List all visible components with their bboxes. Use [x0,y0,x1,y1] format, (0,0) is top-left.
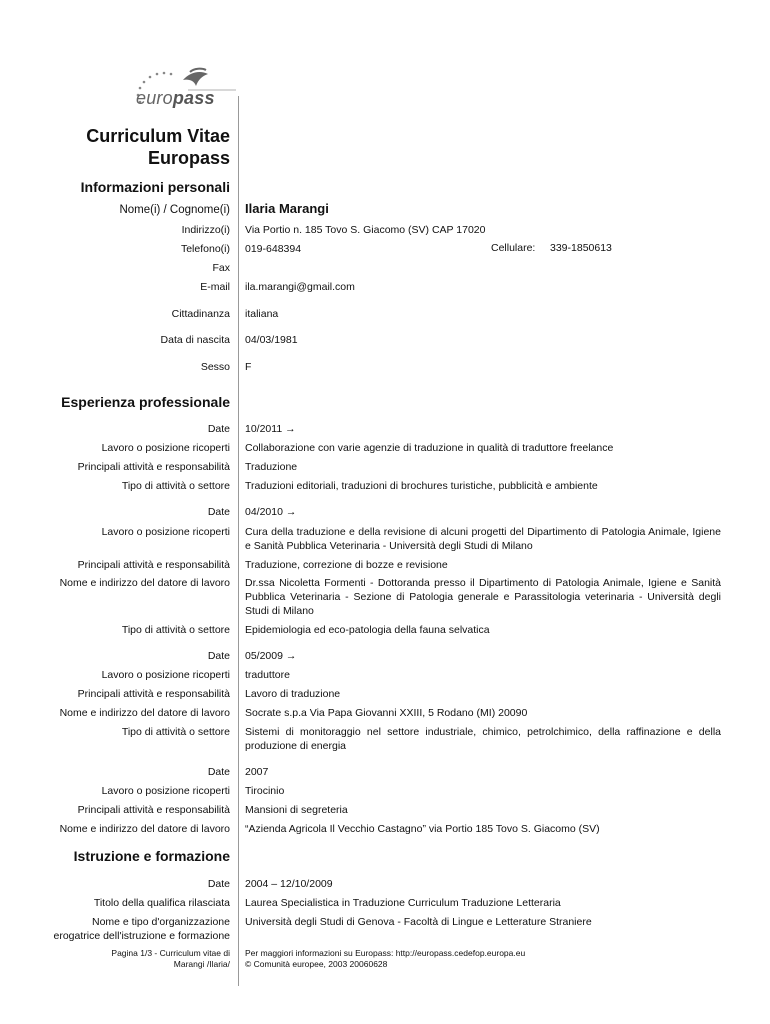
edu-org-label-line2: erogatrice dell'istruzione e formazione [53,930,230,942]
edu-date-label: Date [207,878,230,890]
job1-activities-label: Principali attività e responsabilità [77,461,230,473]
job2-date-label: Date [207,506,230,518]
sex-value: F [245,361,252,373]
section-experience-heading: Esperienza professionale [61,394,230,410]
job3-employer-value: Socrate s.p.a Via Papa Giovanni XXIII, 5 Rodano (MI) 20090 [245,707,528,719]
edu-title-value: Laurea Specialistica in Traduzione Curriculum Traduzione Letteraria [245,897,561,909]
job3-sector-label: Tipo di attività o settore [121,726,230,738]
footer-page-info: Pagina 1/3 - Curriculum vitae di [111,948,230,958]
europass-logo [128,66,238,116]
phone-value: 019-648394 [245,243,302,255]
job1-position-value: Collaborazione con varie agenzie di traduzione in qualità di traduttore freelance [245,442,614,454]
job2-activities-label: Principali attività e responsabilità [77,559,230,571]
footer-cv-owner: Marangi /Ilaria/ [173,959,230,969]
job2-activities-value: Traduzione, correzione di bozze e revisione [245,559,448,571]
job2-sector-value: Epidemiologia ed eco-patologia della fauna selvatica [245,624,490,636]
job2-employer-label: Nome e indirizzo del datore di lavoro [59,577,230,589]
job1-sector-label: Tipo di attività o settore [121,480,230,492]
job2-position-value: Cura della traduzione e della revisione di alcuni progetti del Dipartimento di Patologia Animale, Igiene e Sanità Pubblica Veterinaria - Università degli Studi di Milano [245,526,721,552]
job3-date-label: Date [207,650,230,662]
section-education-heading: Istruzione e formazione [73,848,230,864]
job4-employer-value: “Azienda Agricola Il Vecchio Castagno” via Portio 185 Tovo S. Giacomo (SV) [245,823,600,835]
job4-date-value: 2007 [245,766,269,778]
citizenship-label: Cittadinanza [171,308,230,320]
job1-activities-value: Traduzione [245,461,298,473]
job4-activities-label: Principali attività e responsabilità [77,804,230,816]
job3-employer-label: Nome e indirizzo del datore di lavoro [59,707,230,719]
phone-label: Telefono(i) [180,243,230,255]
job3-position-label: Lavoro o posizione ricoperti [101,669,230,681]
job4-employer-label: Nome e indirizzo del datore di lavoro [59,823,230,835]
job3-activities-value: Lavoro di traduzione [245,688,341,700]
job4-activities-value: Mansioni di segreteria [245,804,348,816]
europass-wordmark: europass [136,88,215,108]
job1-position-label: Lavoro o posizione ricoperti [101,442,230,454]
job2-sector-label: Tipo di attività o settore [121,624,230,636]
birth-value: 04/03/1981 [245,334,298,346]
address-label: Indirizzo(i) [181,224,230,236]
sex-label: Sesso [200,361,230,373]
job3-sector-value: Sistemi di monitoraggio nel settore industriale, chimico, petrolchimico, della raffinazione e della produzione di energia [245,726,721,752]
edu-date-value: 2004 – 12/10/2009 [245,878,333,890]
job3-date-value: 05/2009 → [245,650,297,662]
edu-title-label: Titolo della qualifica rilasciata [93,897,230,909]
job3-activities-label: Principali attività e responsabilità [77,688,230,700]
job2-date-value: 04/2010 → [245,506,297,518]
job4-position-value: Tirocinio [245,785,285,797]
name-label: Nome(i) / Cognome(i) [119,204,230,216]
birth-label: Data di nascita [160,334,230,346]
cv-title-line2: Europass [147,148,230,168]
address-value: Via Portio n. 185 Tovo S. Giacomo (SV) CAP 17020 [245,224,486,236]
job4-position-label: Lavoro o posizione ricoperti [101,785,230,797]
mobile-value: 339-1850613 [550,242,612,254]
footer-copyright: © Comunità europee, 2003 20060628 [245,959,388,969]
job1-date-label: Date [207,423,230,435]
citizenship-value: italiana [245,308,279,320]
column-divider [238,96,239,986]
footer-info-link: Per maggiori informazioni su Europass: http://europass.cedefop.europa.eu [245,948,526,958]
job2-position-label: Lavoro o posizione ricoperti [101,526,230,538]
edu-org-value: Università degli Studi di Genova - Facoltà di Lingue e Letterature Straniere [245,916,592,928]
email-value: ila.marangi@gmail.com [245,281,355,293]
section-personal-heading: Informazioni personali [80,179,230,195]
job1-sector-value: Traduzioni editoriali, traduzioni di brochures turistiche, pubblicità e ambiente [245,480,598,492]
mobile-label: Cellulare: [491,242,536,254]
edu-org-label-line1: Nome e tipo d'organizzazione [91,916,230,928]
job4-date-label: Date [207,766,230,778]
job2-employer-value: Dr.ssa Nicoletta Formenti - Dottoranda presso il Dipartimento di Patologia Animale, Igiene e Sanità Pubblica Veterinaria - Sezione di Patologia generale e Parassitologia veterinaria - Università degli Studi di Milano [245,577,721,617]
job3-position-value: traduttore [245,669,290,681]
job1-date-value: 10/2011 → [245,423,296,435]
email-label: E-mail [200,281,230,293]
fax-label: Fax [212,262,230,274]
cv-title-line1: Curriculum Vitae [86,126,230,146]
name-value: Ilaria Marangi [245,201,329,216]
